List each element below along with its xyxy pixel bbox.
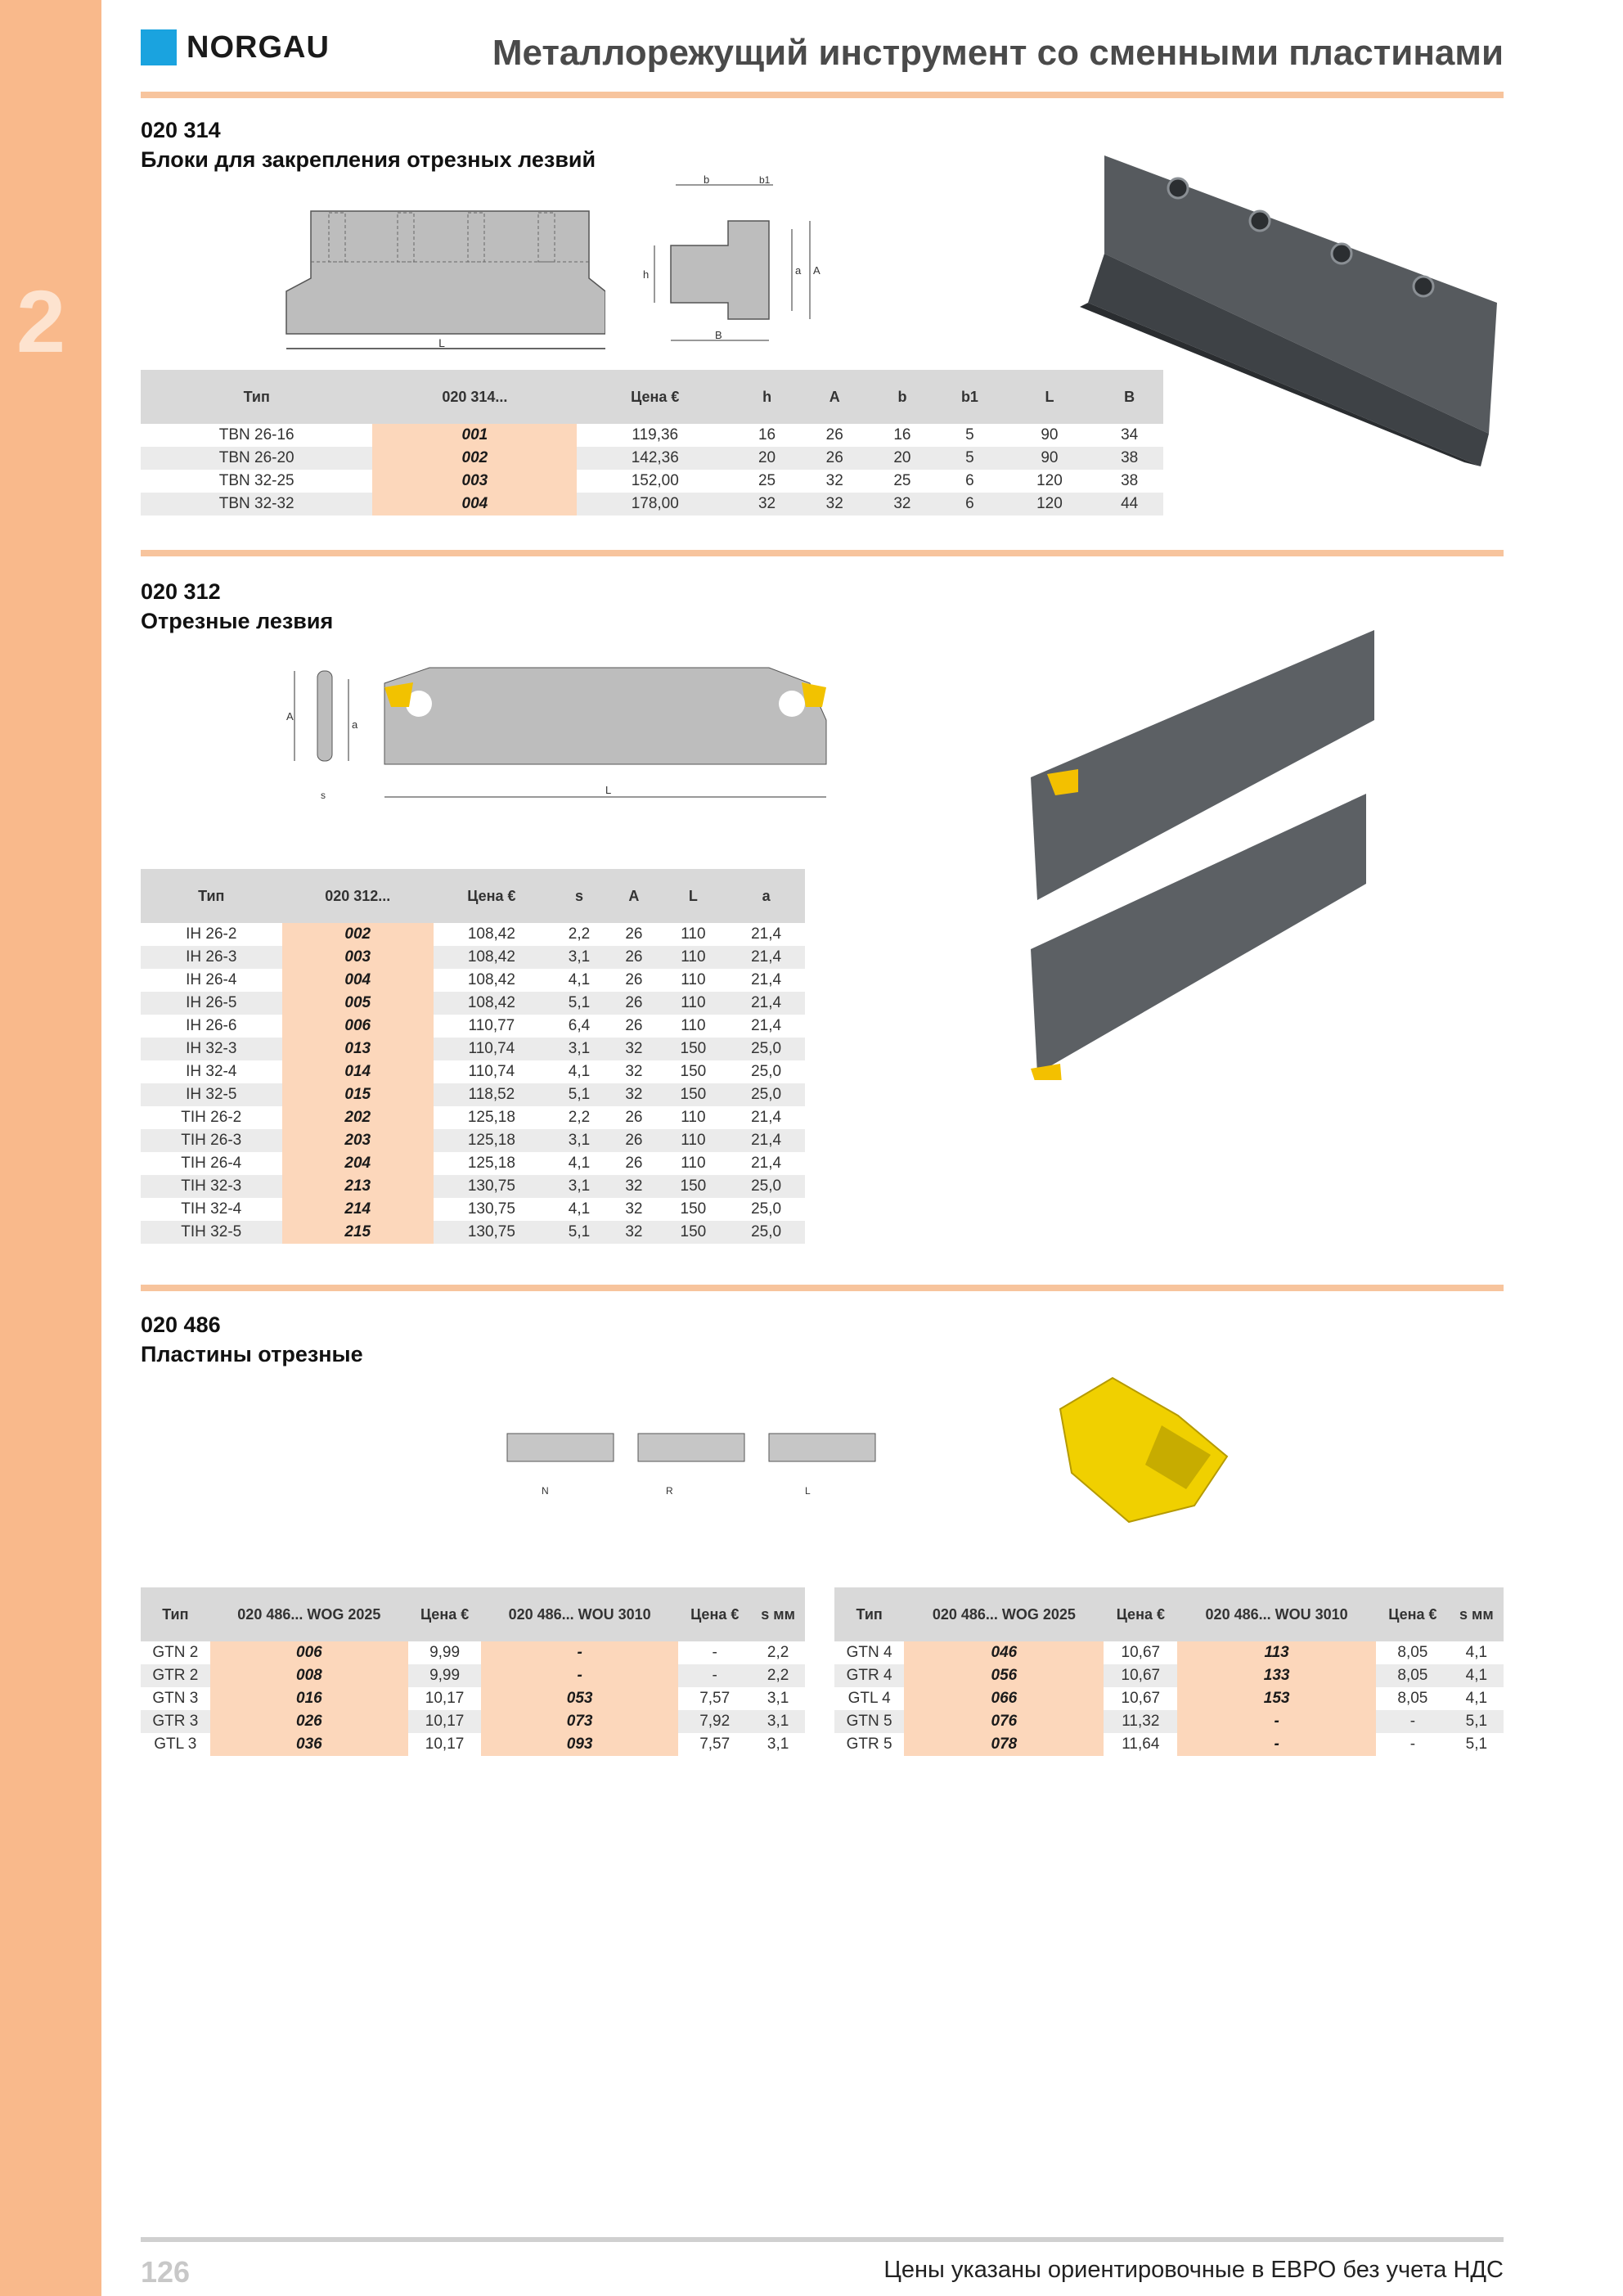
table-row [141, 992, 805, 1015]
table-cell: 5 [965, 426, 974, 443]
table-cell: 113 [1177, 1641, 1376, 1664]
table-cell: 25,0 [751, 1063, 782, 1080]
table-cell: 32 [609, 1175, 659, 1198]
table-cell: 20 [869, 447, 937, 470]
table-cell: 215 [282, 1221, 434, 1244]
table-cell: 25,0 [751, 1200, 782, 1218]
section-code-314: 020 314 [141, 118, 221, 142]
table-cell: 26 [609, 992, 659, 1015]
table-row [141, 1710, 805, 1733]
table-cell: 11,64 [1122, 1736, 1160, 1753]
block-end-drawing [638, 172, 834, 368]
section-name-314: Блоки для закрепления отрезных лезвий [141, 147, 596, 172]
table-cell: 4,1 [568, 971, 591, 988]
chapter-number: 2 [16, 272, 66, 371]
table-cell: 8,05 [1397, 1644, 1428, 1661]
table-cell: 32 [801, 493, 869, 515]
table-cell: GTR 3 [141, 1710, 210, 1733]
section-code-486: 020 486 [141, 1312, 221, 1337]
table-cell: 2,2 [568, 1109, 591, 1126]
table-cell: 90 [1004, 447, 1096, 470]
table-cell: 9,99 [429, 1644, 461, 1661]
table-cell: 26 [801, 447, 869, 470]
table-cell: 10,67 [1104, 1664, 1177, 1687]
section-name-312: Отрезные лезвия [141, 609, 334, 633]
table-cell: 5,1 [1465, 1736, 1488, 1753]
table-cell: 133 [1177, 1664, 1376, 1687]
svg-text:B: B [715, 329, 722, 341]
table-cell: 26 [825, 426, 843, 443]
table-row [834, 1641, 1504, 1664]
table-cell: 006 [210, 1641, 408, 1664]
table-cell: 153 [1177, 1687, 1376, 1710]
blade-photos [1014, 622, 1374, 1080]
table-cell: 5,1 [550, 992, 609, 1015]
table-cell: TBN 32-25 [218, 472, 294, 489]
table-cell: IH 26-2 [186, 925, 237, 943]
table-row [141, 923, 805, 946]
page-title: Металлорежущий инструмент со сменными пластинами [492, 33, 1504, 73]
table-cell: IH 32-4 [186, 1063, 237, 1080]
table-cell: 110 [681, 971, 706, 988]
table-cell: TIH 32-3 [141, 1175, 282, 1198]
table-cell: 32 [625, 1063, 643, 1080]
table-cell: - [712, 1644, 717, 1661]
table-cell: 073 [481, 1710, 678, 1733]
table-row [141, 470, 1163, 493]
table-cell: 26 [625, 1155, 643, 1172]
table-cell: 32 [825, 472, 843, 489]
table-cell: 5 [936, 447, 1003, 470]
table-cell: 11,32 [1104, 1710, 1177, 1733]
table-cell: GTN 2 [152, 1644, 199, 1661]
brand-name: NORGAU [187, 29, 330, 65]
svg-text:N: N [542, 1485, 549, 1497]
table-cell: - [1409, 1736, 1416, 1753]
table-cell: GTR 4 [834, 1664, 904, 1687]
section-name-486: Пластины отрезные [141, 1342, 363, 1366]
table-cell: 202 [282, 1106, 434, 1129]
table-cell: 066 [904, 1687, 1104, 1710]
table-row [141, 1198, 805, 1221]
logo-square-icon [141, 29, 177, 65]
table-cell: 38 [1121, 472, 1139, 489]
svg-text:A: A [286, 710, 294, 723]
table-cell: GTR 5 [846, 1736, 892, 1753]
table-row [141, 1060, 805, 1083]
table-cell: TIH 26-4 [181, 1155, 242, 1172]
table-486-left: Тип 020 486... WOG 2025 Цена € 020 486... WOU 3010 Цена € s мм GTN 2 006 9,99 - - 2,2 GTR 2 008 9,99 - - 2,2 GTN 3 016 10,17 053 7,57 3,1 GTR 3 026 10,17 073 7,92 3,1 GTL 3 036 10,17 093 7,57 3,1 [141, 1587, 805, 1756]
table-cell: 3,1 [550, 1175, 609, 1198]
table-row [141, 1221, 805, 1244]
table-cell: 130,75 [434, 1175, 550, 1198]
table-cell: 026 [210, 1710, 408, 1733]
table-row [141, 969, 805, 992]
table-cell: 142,36 [577, 447, 733, 470]
table-cell: 10,67 [1121, 1644, 1161, 1661]
table-cell: 25 [893, 472, 911, 489]
table-cell: 10,17 [408, 1710, 481, 1733]
table-cell: 2,2 [767, 1644, 789, 1661]
table-cell: 25,0 [727, 1038, 805, 1060]
table-cell: 38 [1095, 447, 1163, 470]
table-cell: 214 [282, 1198, 434, 1221]
table-cell: 015 [282, 1083, 434, 1106]
table-cell: 004 [372, 493, 577, 515]
table-cell: GTN 3 [152, 1690, 199, 1707]
table-cell: 21,4 [727, 1129, 805, 1152]
svg-text:L: L [805, 1485, 811, 1497]
table-cell: 005 [282, 992, 434, 1015]
insert-photo [1047, 1366, 1243, 1530]
table-cell: 4,1 [1465, 1690, 1488, 1707]
table-cell: 150 [659, 1221, 728, 1244]
table-cell: GTN 5 [834, 1710, 904, 1733]
table-cell: 21,4 [751, 971, 782, 988]
table-cell: 21,4 [751, 925, 782, 943]
table-cell: 203 [282, 1129, 434, 1152]
table-cell: 150 [659, 1083, 728, 1106]
table-cell: IH 26-6 [186, 1017, 237, 1034]
table-cell: 110 [659, 946, 728, 969]
table-cell: 110,74 [434, 1038, 550, 1060]
table-cell: - [1177, 1710, 1376, 1733]
table-cell: TIH 26-2 [181, 1109, 242, 1126]
table-cell: 110 [659, 1129, 728, 1152]
table-cell: 125,18 [434, 1129, 550, 1152]
table-cell: 3,1 [767, 1736, 789, 1753]
footer-rule [141, 2237, 1504, 2242]
table-cell: IH 32-3 [141, 1038, 282, 1060]
table-cell: 001 [372, 424, 577, 447]
table-cell: 108,42 [467, 925, 515, 943]
table-cell: 006 [282, 1015, 434, 1038]
table-cell: 32 [625, 1200, 643, 1218]
table-cell: 25 [758, 472, 776, 489]
table-cell: 16 [893, 426, 911, 443]
brand-logo [141, 29, 330, 65]
table-cell: 4,1 [568, 1063, 591, 1080]
table-cell: 5,1 [550, 1083, 609, 1106]
table-cell: - [1177, 1733, 1376, 1756]
table-cell: 26 [625, 1017, 643, 1034]
table-cell: 003 [372, 470, 577, 493]
table-cell: 110 [681, 925, 706, 943]
table-row [141, 1664, 805, 1687]
table-cell: 213 [282, 1175, 434, 1198]
table-row [834, 1687, 1504, 1710]
table-cell: 7,57 [699, 1736, 731, 1753]
table-cell: 25,0 [727, 1221, 805, 1244]
table-cell: 3,1 [550, 946, 609, 969]
table-row [141, 493, 1163, 515]
blade-drawing [278, 655, 834, 826]
table-row [834, 1710, 1504, 1733]
table-cell: 90 [1041, 426, 1059, 443]
table-row [141, 1175, 805, 1198]
table-cell: GTL 3 [154, 1736, 197, 1753]
svg-text:L: L [605, 784, 612, 796]
table-cell: IH 26-3 [141, 946, 282, 969]
section-rule [141, 1285, 1504, 1291]
table-cell: 10,17 [425, 1736, 465, 1753]
table-cell: - [678, 1664, 751, 1687]
table-cell: IH 26-4 [186, 971, 237, 988]
table-cell: 10,67 [1121, 1690, 1161, 1707]
table-cell: 20 [733, 447, 801, 470]
table-cell: 21,4 [751, 1109, 782, 1126]
table-cell: 26 [609, 946, 659, 969]
table-cell: 32 [609, 1038, 659, 1060]
table-cell: 10,17 [425, 1690, 465, 1707]
table-cell: 4,1 [1450, 1664, 1504, 1687]
table-cell: GTL 4 [847, 1690, 891, 1707]
table-cell: TBN 26-20 [141, 447, 372, 470]
section-code-312: 020 312 [141, 579, 221, 604]
table-cell: 150 [659, 1038, 728, 1060]
svg-text:a: a [795, 264, 802, 277]
table-cell: 110 [681, 1017, 706, 1034]
table-cell: 21,4 [751, 1155, 782, 1172]
table-cell: 2,2 [751, 1664, 805, 1687]
table-cell: 25,0 [727, 1175, 805, 1198]
table-cell: 44 [1095, 493, 1163, 515]
table-cell: 130,75 [467, 1200, 515, 1218]
table-cell: 5,1 [550, 1221, 609, 1244]
header-rule [141, 92, 1504, 98]
table-cell: 9,99 [408, 1664, 481, 1687]
table-cell: 8,05 [1397, 1690, 1428, 1707]
table-cell: 3,1 [550, 1038, 609, 1060]
table-cell: 108,42 [434, 946, 550, 969]
table-cell: 6 [936, 493, 1003, 515]
table-cell: 6,4 [568, 1017, 591, 1034]
table-cell: 110,74 [468, 1063, 515, 1080]
dim-L: L [438, 336, 445, 349]
table-cell: 003 [282, 946, 434, 969]
table-cell: TIH 32-5 [141, 1221, 282, 1244]
table-cell: 178,00 [577, 493, 733, 515]
table-cell: 4,1 [568, 1155, 591, 1172]
table-cell: 25,0 [727, 1083, 805, 1106]
table-cell: 204 [282, 1152, 434, 1175]
table-row [141, 946, 805, 969]
table-cell: - [481, 1641, 678, 1664]
table-cell: 118,52 [434, 1083, 550, 1106]
table-cell: 26 [609, 1129, 659, 1152]
table-cell: 34 [1121, 426, 1139, 443]
table-cell: 32 [733, 493, 801, 515]
table-cell: 152,00 [631, 472, 679, 489]
svg-text:R: R [666, 1485, 673, 1497]
table-cell: 21,4 [727, 946, 805, 969]
table-row [834, 1664, 1504, 1687]
table-cell: 6 [965, 472, 974, 489]
table-cell: 32 [869, 493, 937, 515]
footer-note: Цены указаны ориентировочные в ЕВРО без учета НДС [883, 2257, 1504, 2283]
table-cell: 110 [681, 1155, 706, 1172]
table-cell: 150 [659, 1175, 728, 1198]
svg-text:b1: b1 [759, 174, 771, 186]
table-cell: 108,42 [467, 971, 515, 988]
table-cell: 21,4 [751, 1017, 782, 1034]
table-cell: 110 [659, 992, 728, 1015]
table-cell: 002 [372, 447, 577, 470]
table-row [141, 1015, 805, 1038]
svg-text:b: b [704, 173, 710, 186]
table-row [141, 1129, 805, 1152]
table-cell: IH 32-5 [141, 1083, 282, 1106]
table-cell: 32 [609, 1083, 659, 1106]
table-cell: 3,1 [751, 1710, 805, 1733]
page-number: 126 [141, 2255, 191, 2289]
table-cell: 002 [282, 923, 434, 946]
table-cell: 150 [680, 1063, 707, 1080]
table-cell: - [1376, 1710, 1450, 1733]
block-side-drawing [278, 188, 605, 368]
table-314: Тип 020 314... Цена € h A b b1 L B TBN 26-16 001 119,36 16 26 16 5 90 34 TBN 26-20 002 142,36 20 26 20 5 90 38 TBN 32-25 003 152,00 25 32 25 6 120 38 TBN 32-32 004 178,00 32 32 32 6 120 44 [141, 370, 1163, 515]
table-cell: 16 [758, 426, 776, 443]
svg-text:h: h [643, 268, 650, 281]
table-row [141, 1733, 805, 1756]
table-cell: 014 [282, 1060, 434, 1083]
table-cell: 110 [681, 1109, 706, 1126]
table-486-right: Тип 020 486... WOG 2025 Цена € 020 486... WOU 3010 Цена € s мм GTN 4 046 10,67 113 8,05 4,1 GTR 4 056 10,67 133 8,05 4,1 GTL 4 066 10,67 153 8,05 4,1 GTN 5 076 11,32 - - 5,1 GTR 5 078 11,64 - - 5,1 [834, 1587, 1504, 1756]
table-row [141, 424, 1163, 447]
table-cell: 150 [680, 1200, 707, 1218]
table-cell: 2,2 [568, 925, 591, 943]
table-cell: 120 [1036, 472, 1063, 489]
table-cell: 076 [904, 1710, 1104, 1733]
table-cell: 016 [210, 1687, 408, 1710]
table-row [141, 1083, 805, 1106]
table-cell: IH 26-5 [141, 992, 282, 1015]
table-cell: 3,1 [767, 1690, 789, 1707]
table-row [141, 447, 1163, 470]
table-row [141, 1038, 805, 1060]
table-row [141, 1106, 805, 1129]
table-cell: 004 [282, 969, 434, 992]
table-row [141, 1687, 805, 1710]
table-cell: 8,05 [1376, 1664, 1450, 1687]
table-cell: TBN 26-16 [218, 426, 294, 443]
table-cell: 125,18 [467, 1155, 515, 1172]
table-cell: 036 [210, 1733, 408, 1756]
table-cell: 125,18 [467, 1109, 515, 1126]
table-cell: 7,57 [699, 1690, 731, 1707]
table-cell: GTN 4 [846, 1644, 892, 1661]
table-cell: 3,1 [550, 1129, 609, 1152]
table-row [141, 1152, 805, 1175]
table-cell: 046 [904, 1641, 1104, 1664]
svg-text:s: s [321, 790, 326, 801]
table-cell: 7,92 [678, 1710, 751, 1733]
table-cell: 119,36 [632, 426, 679, 443]
table-312: Тип 020 312... Цена € s A L a IH 26-2 002 108,42 2,2 26 110 21,4 IH 26-3 003 108,42 3,1 26 110 21,4 IH 26-4 004 108,42 4,1 26 110 21,4 IH 26-5 005 108,42 5,1 26 110 21,4 IH 26-6 006 110,77 6,4 26 110 21,4 IH 32-3 013 110,74 3,1 32 150 25,0 IH 32-4 014 110,74 4,1 32 150 25,0 IH 32-5 015 118,52 5,1 32 150 25,0 TIH 26-2 202 125,18 2,2 26 110 21,4 TIH 26-3 203 125,18 3,1 26 110 21,4 TIH 26-4 204 125,18 4,1 26 110 21,4 TIH 32-3 213 130,75 3,1 32 150 25,0 TIH 32-4 214 130,75 4,1 32 150 25,0 TIH 32-5 215 130,75 5,1 32 150 25,0 [141, 869, 805, 1244]
section-rule [141, 550, 1504, 556]
table-cell: 093 [481, 1733, 678, 1756]
table-cell: 26 [625, 925, 643, 943]
svg-text:a: a [352, 718, 358, 731]
table-cell: 4,1 [568, 1200, 591, 1218]
table-cell: 056 [904, 1664, 1104, 1687]
table-row [834, 1733, 1504, 1756]
table-cell: 130,75 [434, 1221, 550, 1244]
table-cell: TIH 26-3 [141, 1129, 282, 1152]
table-cell: 078 [904, 1733, 1104, 1756]
table-cell: 32 [609, 1221, 659, 1244]
table-cell: 110,77 [468, 1017, 515, 1034]
table-cell: GTR 2 [141, 1664, 210, 1687]
table-cell: 26 [625, 1109, 643, 1126]
table-cell: TBN 32-32 [141, 493, 372, 515]
table-cell: TIH 32-4 [181, 1200, 242, 1218]
table-cell: 053 [481, 1687, 678, 1710]
table-cell: 008 [210, 1664, 408, 1687]
table-cell: 120 [1004, 493, 1096, 515]
table-cell: 5,1 [1450, 1710, 1504, 1733]
table-cell: 21,4 [727, 992, 805, 1015]
table-cell: - [481, 1664, 678, 1687]
table-cell: 108,42 [434, 992, 550, 1015]
insert-drawings [491, 1416, 916, 1506]
svg-text:A: A [813, 264, 820, 277]
table-row [141, 1641, 805, 1664]
table-cell: 26 [625, 971, 643, 988]
table-cell: 013 [282, 1038, 434, 1060]
table-cell: 4,1 [1465, 1644, 1488, 1661]
